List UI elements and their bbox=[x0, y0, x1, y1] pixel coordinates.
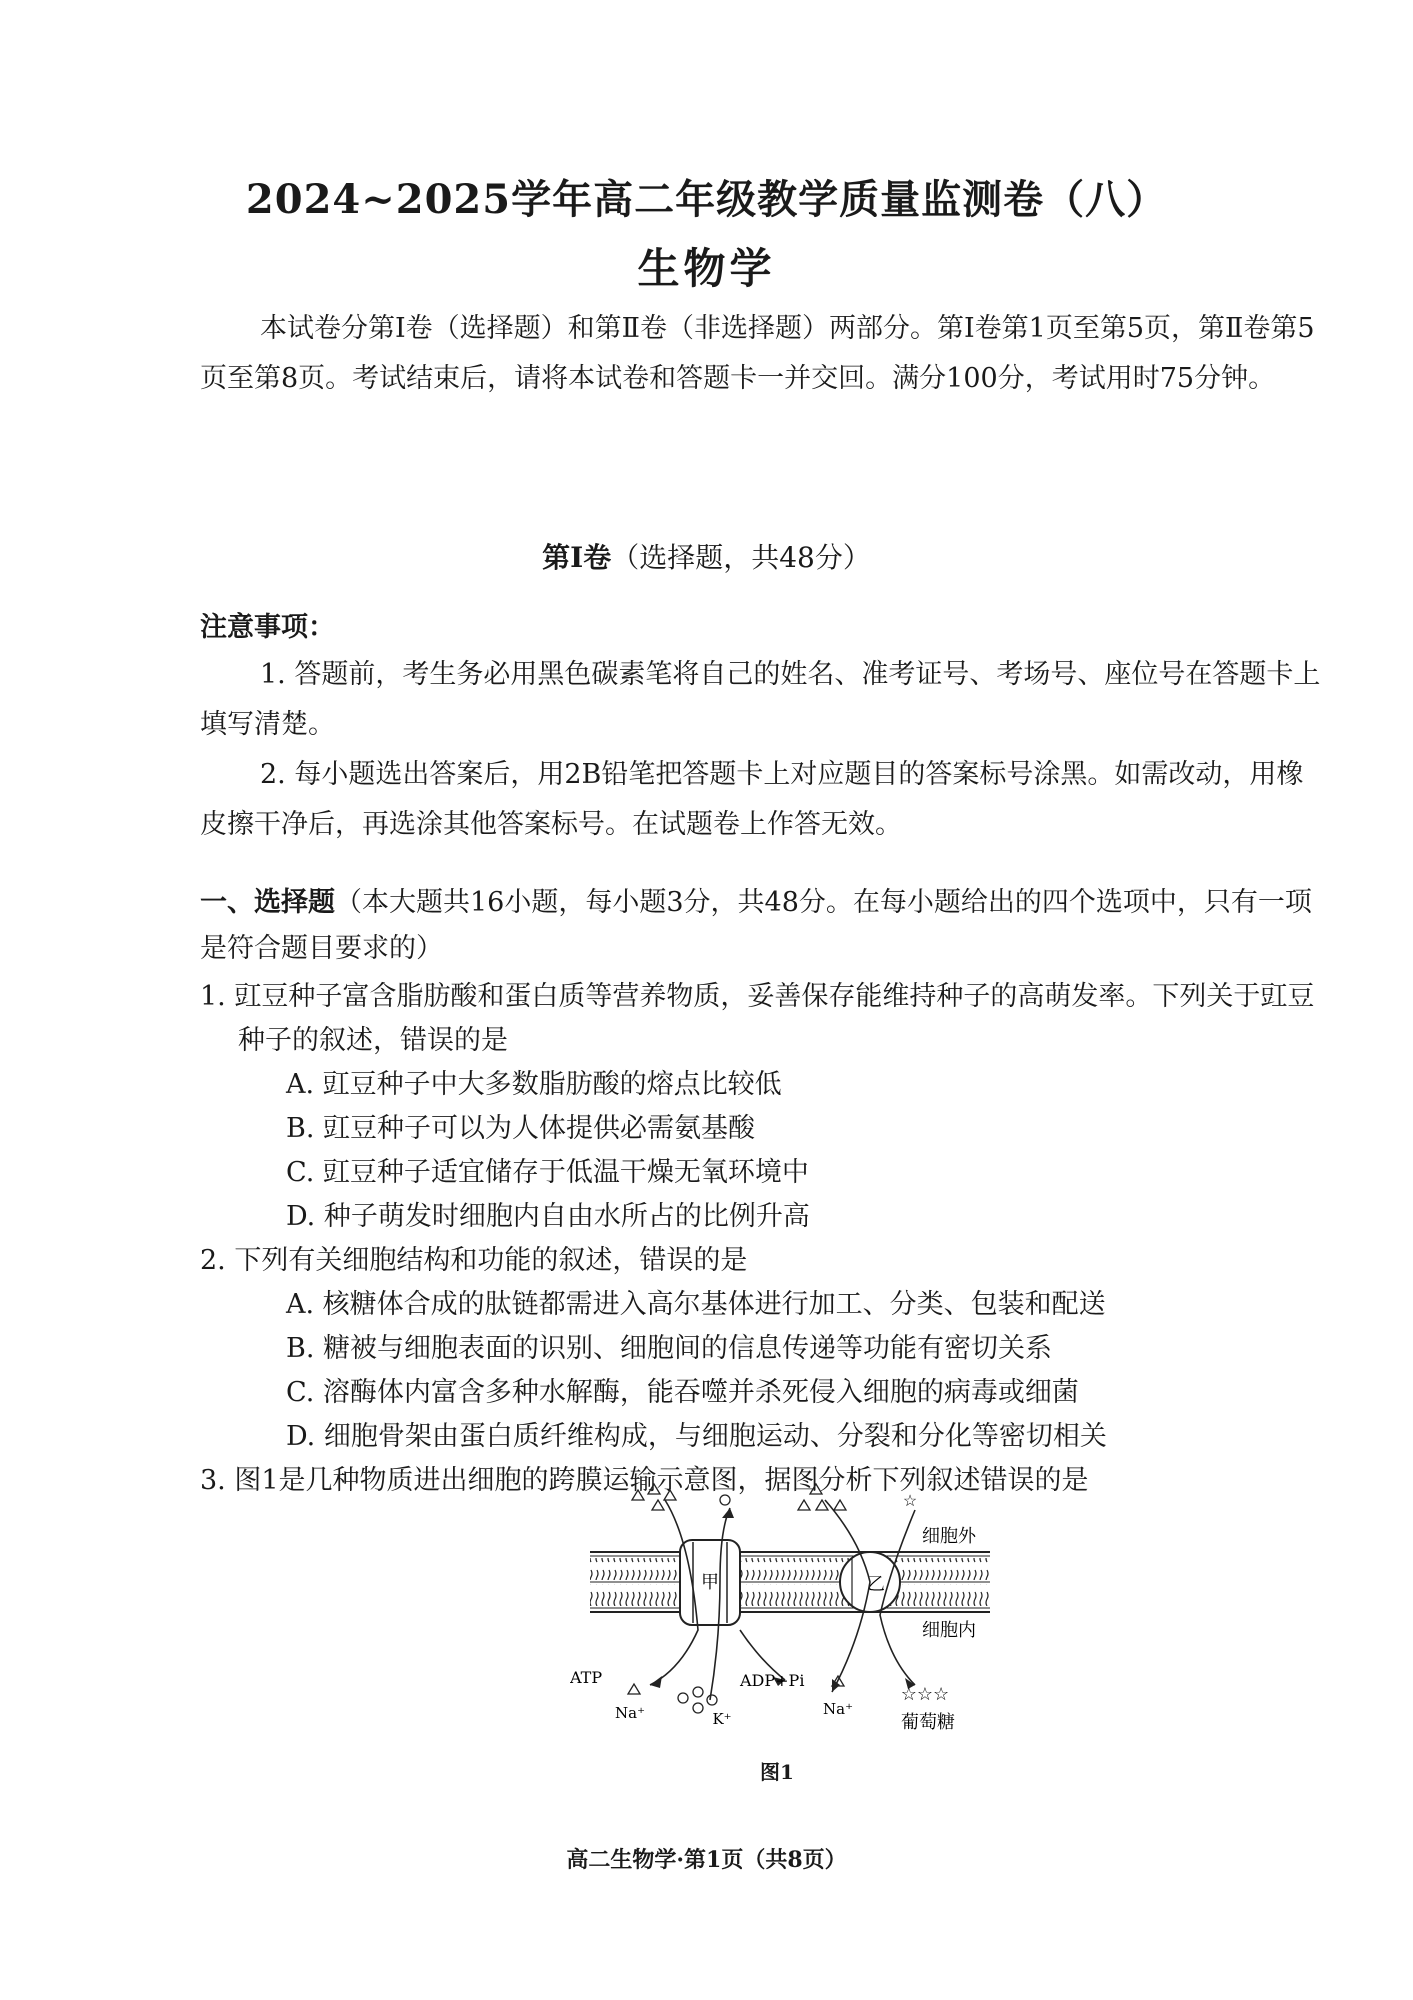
part-one-rest: （本大题共16小题，每小题3分，共48分。在每小题给出的四个选项中，只有一项是符合题目要求的） bbox=[200, 887, 1312, 964]
exam-title: 2024~2025学年高二年级教学质量监测卷（八） bbox=[245, 176, 1168, 223]
section-heading bbox=[0, 536, 1413, 576]
outside-molecules bbox=[632, 1484, 846, 1510]
membrane-transport-figure bbox=[570, 1480, 1010, 1740]
option-c: C. 溶酶体内富含多种水解酶，能吞噬并杀死侵入细胞的病毒或细菌 bbox=[286, 1377, 1079, 1408]
notice-item-1: 1. 答题前，考生务必用黑色碳素笔将自己的姓名、准考证号、考场号、座位号在答题卡上填写清楚。 bbox=[200, 659, 1321, 740]
intro-paragraph: 本试卷分第Ⅰ卷（选择题）和第Ⅱ卷（非选择题）两部分。第Ⅰ卷第1页至第5页，第Ⅱ卷第5页至第8页。考试结束后，请将本试卷和答题卡一并交回。满分100分，考试用时75分钟。 bbox=[200, 313, 1315, 394]
adp-label: ADP+Pi bbox=[740, 1671, 805, 1690]
section-heading-bold: 第Ⅰ卷 bbox=[542, 541, 612, 574]
carrier-protein-a bbox=[680, 1540, 740, 1625]
carrier-b-label: 乙 bbox=[867, 1574, 885, 1595]
carrier-a-label: 甲 bbox=[701, 1572, 719, 1593]
subject-title: 生物学 bbox=[637, 244, 776, 293]
potassium-label: K⁺ bbox=[712, 1710, 732, 1728]
notice-heading: 注意事项： bbox=[200, 612, 335, 643]
option-a: A. 豇豆种子中大多数脂肪酸的熔点比较低 bbox=[286, 1069, 782, 1100]
part-one-bold: 一、选择题 bbox=[200, 887, 335, 918]
glucose-label: 葡萄糖 bbox=[901, 1712, 955, 1733]
sodium-label-right: Na⁺ bbox=[823, 1700, 853, 1718]
option-a: A. 核糖体合成的肽链都需进入高尔基体进行加工、分类、包装和配送 bbox=[286, 1289, 1106, 1320]
option-d: D. 细胞骨架由蛋白质纤维构成，与细胞运动、分裂和分化等密切相关 bbox=[286, 1421, 1107, 1452]
page-footer: 高二生物学·第1页（共8页） bbox=[566, 1847, 847, 1873]
question-stem: 3. 图1是几种物质进出细胞的跨膜运输示意图，据图分析下列叙述错误的是 bbox=[200, 1465, 1089, 1496]
outside-label: 细胞外 bbox=[922, 1526, 976, 1547]
option-b: B. 豇豆种子可以为人体提供必需氨基酸 bbox=[286, 1113, 756, 1144]
question-stem: 1. 豇豆种子富含脂肪酸和蛋白质等营养物质，妥善保存能维持种子的高萌发率。下列关于豇豆种子的叙述，错误的是 bbox=[200, 981, 1315, 1056]
atp-label: ATP bbox=[570, 1668, 603, 1687]
option-b: B. 糖被与细胞表面的识别、细胞间的信息传递等功能有密切关系 bbox=[286, 1333, 1053, 1364]
membrane-bilayer bbox=[590, 1552, 990, 1612]
figure-caption: 图1 bbox=[760, 1760, 794, 1784]
option-c: C. 豇豆种子适宜储存于低温干燥无氧环境中 bbox=[286, 1157, 809, 1188]
glucose-stars-icon: ☆☆☆ bbox=[900, 1684, 950, 1705]
inside-label: 细胞内 bbox=[922, 1620, 976, 1641]
notice-item-2: 2. 每小题选出答案后，用2B铅笔把答题卡上对应题目的答案标号涂黑。如需改动，用橡皮擦干净后，再选涂其他答案标号。在试题卷上作答无效。 bbox=[200, 759, 1304, 840]
glucose-star-icon: ☆ bbox=[902, 1491, 918, 1510]
sodium-label-left: Na⁺ bbox=[615, 1704, 645, 1722]
part-one-heading bbox=[200, 880, 1330, 972]
question-1 bbox=[200, 975, 1330, 1239]
option-d: D. 种子萌发时细胞内自由水所占的比例升高 bbox=[286, 1201, 810, 1232]
question-2 bbox=[200, 1239, 1330, 1459]
section-heading-rest: （选择题，共48分） bbox=[611, 541, 871, 574]
question-stem: 2. 下列有关细胞结构和功能的叙述，错误的是 bbox=[200, 1245, 748, 1276]
